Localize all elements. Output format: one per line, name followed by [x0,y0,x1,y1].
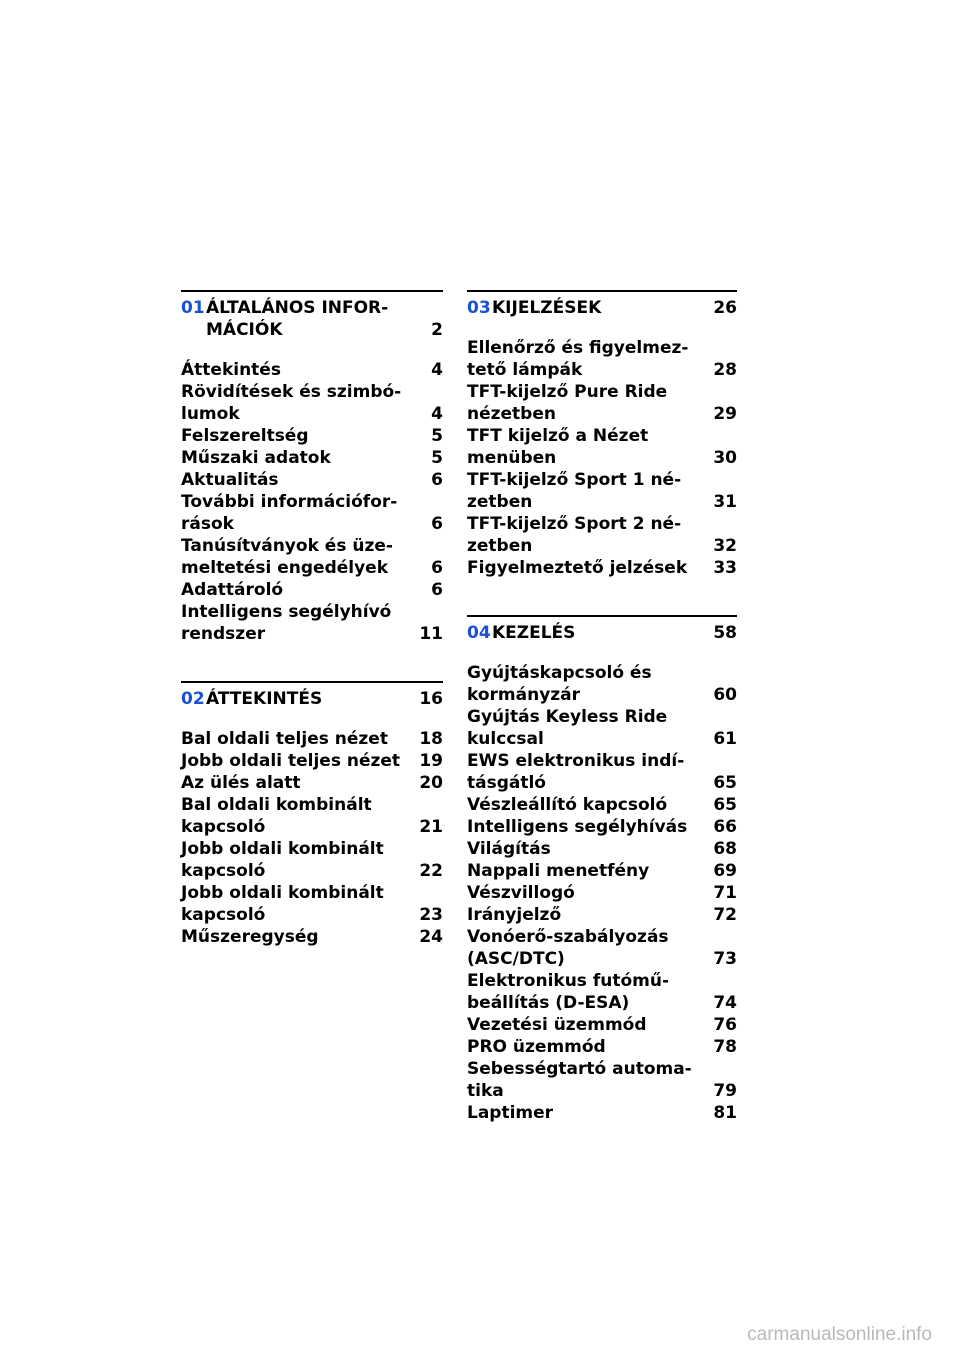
entry-title: PRO üzemmód [467,1037,606,1057]
entry-page: 30 [713,448,737,468]
toc-entry[interactable] [467,513,737,557]
entry-title: Elektronikus futómű- beállítás (D-ESA) [467,971,670,1013]
toc-entry[interactable] [467,425,737,469]
toc-entry[interactable] [467,706,737,750]
toc-entry[interactable] [467,662,737,706]
toc-entry[interactable] [181,772,443,794]
entry-title: Vezetési üzemmód [467,1015,647,1035]
entry-title: Bal oldali teljes nézet [181,729,388,749]
entry-page: 76 [713,1015,737,1035]
entry-page: 6 [431,558,443,578]
toc-column-left [181,290,443,984]
section-title: ÁTTEKINTÉS [206,689,323,709]
section-number: 02 [181,689,205,709]
toc-entry[interactable] [467,469,737,513]
entry-page: 72 [713,905,737,925]
toc-entry[interactable] [181,381,443,425]
toc-entry[interactable] [467,838,737,860]
entry-title: Sebességtartó automa- tika [467,1059,692,1101]
entry-page: 11 [419,624,443,644]
entry-page: 6 [431,580,443,600]
section-title: ÁLTALÁNOS INFOR- MÁCIÓK [206,298,389,340]
entry-page: 29 [713,404,737,424]
toc-section-03 [467,290,737,579]
toc-entry[interactable] [181,425,443,447]
toc-entry[interactable] [467,816,737,838]
entry-page: 61 [713,729,737,749]
entry-page: 68 [713,839,737,859]
section-number: 04 [467,623,491,643]
entry-title: Műszeregység [181,927,319,947]
entry-page: 65 [713,773,737,793]
toc-column-right [467,290,737,1160]
entry-title: Aktualitás [181,470,279,490]
section-page: 26 [713,298,737,318]
entry-title: TFT kijelző a Nézet menüben [467,426,649,468]
toc-entry[interactable] [181,601,443,645]
toc-entry[interactable] [181,926,443,948]
section-header[interactable] [181,681,443,710]
entry-title: Intelligens segélyhívó rendszer [181,602,392,644]
entry-page: 79 [713,1081,737,1101]
entry-title: Vészleállító kapcsoló [467,795,668,815]
toc-entry[interactable] [181,838,443,882]
entry-page: 18 [419,729,443,749]
toc-entry[interactable] [467,750,737,794]
entry-page: 24 [419,927,443,947]
entry-title: Világítás [467,839,551,859]
toc-entry[interactable] [467,1014,737,1036]
entry-title: Figyelmeztető jelzések [467,558,688,578]
watermark-text: carmanualsonline.info [747,1324,932,1345]
entry-page: 22 [419,861,443,881]
section-page: 2 [431,320,443,340]
section-title: KEZELÉS [492,623,576,643]
toc-entry[interactable] [181,728,443,750]
entry-title: További információfor- rások [181,492,398,534]
toc-entry[interactable] [467,1036,737,1058]
entry-page: 20 [419,773,443,793]
toc-entry[interactable] [467,904,737,926]
toc-section-01 [181,290,443,645]
entry-page: 71 [713,883,737,903]
entry-page: 33 [713,558,737,578]
entry-title: Vészvillogó [467,883,575,903]
section-header[interactable] [181,290,443,341]
entry-title: Jobb oldali teljes nézet [181,751,401,771]
entry-title: TFT-kijelző Sport 1 né- zetben [467,470,682,512]
section-title: KIJELZÉSEK [492,298,602,318]
entry-page: 66 [713,817,737,837]
toc-entry[interactable] [467,882,737,904]
entry-title: Áttekintés [181,360,281,380]
entry-page: 6 [431,470,443,490]
toc-entry[interactable] [181,359,443,381]
entry-title: Felszereltség [181,426,309,446]
toc-entry[interactable] [181,794,443,838]
toc-entry[interactable] [467,381,737,425]
entry-page: 5 [431,426,443,446]
toc-entry[interactable] [467,337,737,381]
toc-entry[interactable] [467,794,737,816]
entry-title: Intelligens segélyhívás [467,817,688,837]
entry-page: 81 [713,1103,737,1123]
entry-title: Jobb oldali kombinált kapcsoló [181,883,384,925]
toc-entry[interactable] [467,860,737,882]
entry-title: Rövidítések és szimbó- lumok [181,382,402,424]
entry-page: 31 [713,492,737,512]
entry-title: Műszaki adatok [181,448,331,468]
toc-entry[interactable] [181,535,443,579]
entry-page: 78 [713,1037,737,1057]
entry-page: 21 [419,817,443,837]
toc-entry[interactable] [181,750,443,772]
entry-page: 74 [713,993,737,1013]
entry-page: 32 [713,536,737,556]
entry-page: 23 [419,905,443,925]
toc-entry[interactable] [181,469,443,491]
section-number: 01 [181,298,205,318]
entry-title: Ellenőrző és figyelmez- tető lámpák [467,338,689,380]
toc-entry[interactable] [467,970,737,1014]
entry-title: Gyújtáskapcsoló és kormányzár [467,663,652,705]
entry-page: 6 [431,514,443,534]
entry-page: 28 [713,360,737,380]
entry-title: Az ülés alatt [181,773,301,793]
section-page: 16 [419,689,443,709]
toc-entry[interactable] [181,579,443,601]
entry-title: Tanúsítványok és üze- meltetési engedélyek [181,536,393,578]
section-header[interactable] [467,615,737,644]
entry-page: 4 [431,360,443,380]
section-number: 03 [467,298,491,318]
toc-entry[interactable] [467,926,737,970]
entry-title: Vonóerő-szabályozás (ASC/DTC) [467,927,669,969]
section-page: 58 [713,623,737,643]
entry-page: 60 [713,685,737,705]
entry-page: 4 [431,404,443,424]
entry-title: Laptimer [467,1103,554,1123]
entry-title: Nappali menetfény [467,861,650,881]
entry-page: 19 [419,751,443,771]
entry-title: TFT-kijelző Pure Ride nézetben [467,382,668,424]
toc-entry[interactable] [467,1058,737,1102]
toc-entry[interactable] [467,1102,737,1124]
entry-page: 69 [713,861,737,881]
entry-title: Gyújtás Keyless Ride kulccsal [467,707,668,749]
toc-entry[interactable] [181,447,443,469]
section-header[interactable] [467,290,737,319]
toc-section-02 [181,681,443,948]
toc-section-04 [467,615,737,1124]
entry-page: 65 [713,795,737,815]
entry-title: TFT-kijelző Sport 2 né- zetben [467,514,682,556]
toc-entry[interactable] [467,557,737,579]
entry-page: 5 [431,448,443,468]
toc-entry[interactable] [181,491,443,535]
entry-title: EWS elektronikus indí- tásgátló [467,751,685,793]
entry-title: Irányjelző [467,905,562,925]
entry-title: Jobb oldali kombinált kapcsoló [181,839,384,881]
entry-title: Bal oldali kombinált kapcsoló [181,795,372,837]
toc-entry[interactable] [181,882,443,926]
entry-title: Adattároló [181,580,284,600]
entry-page: 73 [713,949,737,969]
